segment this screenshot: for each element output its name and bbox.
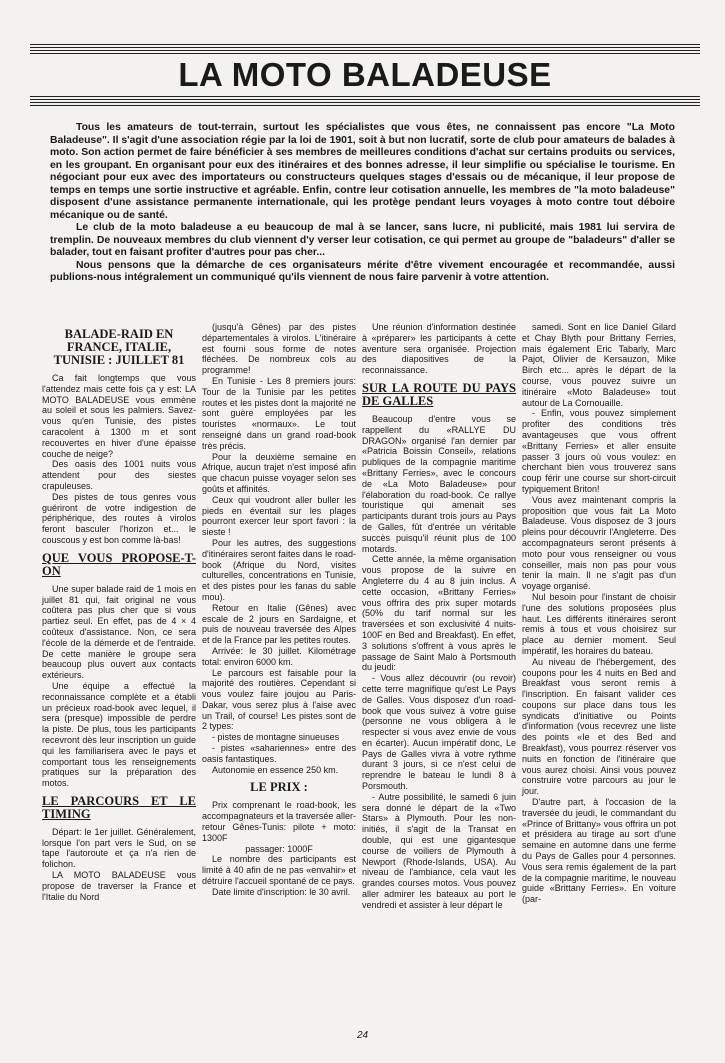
paragraph: samedi. Sont en lice Daniel Gilard et Chay Blyth pour Brittany Ferries, mais également Eric Tabarly, Marc Pajot, Olivier de Kersauzon, Mike Birch etc... après le départ de la course, vous pouvez suivre un itinéraire «Moto Baladeuse» tout autour de La Cornouaille. [522, 322, 676, 408]
paragraph: Arrivée: le 30 juillet. Kilométrage total: environ 6000 km. [202, 645, 356, 667]
paragraph: passager: 1000F [245, 843, 313, 854]
paragraph: - pistes de montagne sinueuses [212, 732, 340, 743]
paragraph: Le parcours est faisable pour la majorité des routières. Cependant si vous voulez faire joujou au Paris-Dakar, vous serez plus à l'aise avec un Trail, of course! Les pistes sont de 2 types: [202, 667, 356, 732]
hatch-rule-bottom [30, 96, 700, 108]
paragraph: Beaucoup d'entre vous se rappellent du «RALLYE DU DRAGON» organisé l'an dernier par «Patricia Boissin Conseil», relations publiques de la compagnie maritime «Brittany Ferries», avec le concours de «La Moto Baladeuse» pour l'élaboration du road-book. Ce rallye touristique qui amenait ses participants durant trois jours au Pays de Galles, fût d'entrée un véritable succès puisqu'il réunit plus de 100 motards. [362, 413, 516, 554]
paragraph: Retour en Italie (Gênes) avec escale de 2 jours en Sardaigne, et puis de nouveau traversée des Alpes et de la France par les petites routes. [202, 602, 356, 646]
paragraph: Pour les autres, des suggestions d'itinéraires seront faites dans le road-book (Afrique du Nord, visites culturelles, concentrations en Tunisie, et des pistes pour les fanas du sable mou). [202, 537, 356, 602]
paragraph: - pistes «sahariennes» entre des oasis fantastiques. [202, 743, 356, 764]
section-heading: QUE VOUS PROPOSE-T-ON [42, 550, 196, 578]
column-3 [362, 322, 516, 911]
column-1 [42, 322, 196, 902]
paragraph: Une équipe a effectué la reconnaissance complète et a établi un précieux road-book avec lequel, il sera (presque) impossible de perdre la piste. De plus, tous les participants recevront dès leur inscription un guide qui les familiarisera avec le pays et comportant tous les renseignements pratiques sur la préparation des motos. [42, 680, 196, 789]
section-heading: LE PARCOURS ET LE TIMING [42, 793, 196, 821]
paragraph: (jusqu'à Gênes) par des pistes départementales à virolos. L'itinéraire est fourni sous forme de notes fléchées. De nombreux cols au programme! [202, 322, 356, 376]
paragraph: Ca fait longtemps que vous l'attendez mais cette fois ça y est: LA MOTO BALADEUSE vous emmène au soleil et sous les palmiers. Savez-vous qu'en Tunisie, des pistes caracolent à 1300 m et sont recouvertes en hiver d'une épaisse couche de neige? [42, 373, 196, 459]
paragraph: Des pistes de tous genres vous guériront de votre indigestion de périphérique, des routes à virolos feront basculer l'horizon et... le couscous y est bon comme là-bas! [42, 491, 196, 545]
paragraph: Au niveau de l'hébergement, des coupons pour les 4 nuits en Bed and Breakfast vous seront remis à l'inscription. En faisant valider ces coupons sur place dans tous les syndicats d'initiative ou Points d'information (vous recevrez une liste des points «Ie et des Bed and Breakfast), vous pourrez réserver vos nuits en fonction de l'itinéraire que vous aurez choisi. Ainsi vous pouvez construire votre parcours au jour le jour. [522, 656, 676, 797]
intro-paragraph: Nous pensons que la démarche de ces organisateurs mérite d'être vivement encouragée et recommandée, aussi publions-nous intégralement un communiqué qu'ils viennent de nous faire parvenir à votre attention. [50, 259, 675, 283]
paragraph: Pour la deuxième semaine en Afrique, aucun trajet n'est imposé afin que chacun puisse voyager selon ses goûts et affinités. [202, 451, 356, 494]
paragraph: Cette année, la même organisation vous propose de la suivre en Angleterre du 4 au 8 juin inclus. A cette occasion, «Brittany Ferries» vous offrira des prix super motards (50% du tarif normal sur les traversées et son exclusivité 4 nuits-100F en Bed and Breakfast). En effet, 3 solutions s'offrent à vous après le passage de Saint Malo à Portsmouth du jeudi: [362, 554, 516, 673]
paragraph: Vous avez maintenant compris la proposition que vous fait La Moto Baladeuse. Vous disposez de 3 jours pleins pour découvrir l'Angleterre. Des accompagnateurs seront présents à moto pour vous renseigner ou vous conseiller, mais non pas pour vous tenir la main. Il ne s'agit pas d'un voyage organisé. [522, 494, 676, 592]
section-heading: BALADE-RAID EN FRANCE, ITALIE, TUNISIE : JUILLET 81 [53, 327, 185, 367]
paragraph: En Tunisie - Les 8 premiers jours: Tour de la Tunisie par les petites routes et les pistes dont la majorité ne sont guère employées par les touristes «normaux». Le tout renseigné dans un grand road-book très précis. [202, 375, 356, 451]
intro-text [50, 122, 675, 285]
paragraph: Une super balade raid de 1 mois en juillet 81 qui, fait original ne vous coûtera pas plus cher que si vous partiez seul. En effet, pas de 4 × 4 coûteux d'assistance. Non, ce sera l'école de la démerde et de l'entraide. De cette manière le groupe sera beaucoup plus ouvert aux contacts extérieurs. [42, 583, 196, 681]
paragraph: Date limite d'inscription: le 30 avril. [212, 886, 351, 897]
paragraph: Ceux qui voudront aller buller les pieds en éventail sur les plages pourront exercer leur sport favori : la sieste ! [202, 494, 356, 538]
intro-paragraph: Tous les amateurs de tout-terrain, surtout les spécialistes que vous êtes, ne connaissent pas encore "La Moto Baladeuse". Il s'agit d'une association régie par la loi de 1901, soit à but non lucratif, sorte de club pour amateurs de balades à moto. Son action permet de faire bénéficier à ses membres de meilleures conditions d'achat sur certains produits ou services, en les groupant. En organisant pour eux des itinéraires et des bonnes adresse, il leur simplifie ou spécialise le tourisme. En négociant pour eux avec des importateurs ou constructeurs quelques stages d'essais ou de mécanique, il leur propose de temps en temps une sortie instructive et agréable. Enfin, contre leur cotisation annuelle, les membres de "la moto baladeuse" disposent d'une assistance permanente internationale, qui les protège pendant leurs voyages à moto contre tout déboire mécanique ou de santé. [50, 122, 675, 221]
paragraph: - Vous allez découvrir (ou revoir) cette terre magnifique qu'est Le Pays de Galles. Vous disposez d'un road-book que vous suivez à votre guise (personne ne vous obligera à le respecter si vous avez envie de vous en écarter). Aucun impératif donc, Le Pays de Galles vivra à votre rythme durant 3 jours, si ce n'est celui de reprendre le bateau le lundi 8 à Porsmouth. [362, 673, 516, 792]
page-number: 24 [356, 1030, 369, 1041]
paragraph: Prix comprenant le road-book, les accompagnateurs et la traversée aller-retour Gênes-Tunis: pilote + moto: 1300F [202, 800, 356, 843]
title-band [30, 44, 700, 102]
paragraph: LA MOTO BALADEUSE vous propose de traverser la France et l'Italie du Nord [42, 870, 196, 902]
paragraph: Des oasis des 1001 nuits vous attendent pour des siestes crapuleuses. [42, 459, 196, 491]
intro-paragraph: Le club de la moto baladeuse a eu beaucoup de mal à se lancer, sans lucre, ni publicité, mais 1981 lui servira de tremplin. De nouveaux membres du club viennent d'y verser leur cotisation, ce qui permet au groupe de "baladeurs" d'aller se balader, tout en faisant profiter d'autres pour pas cher... [50, 222, 675, 258]
paragraph: Départ: le 1er juillet. Généralement, lorsque l'on part vers le Sud, on se tape l'autoroute et ça n'a rien de folichon. [42, 826, 196, 870]
paragraph: Une réunion d'information destinée à «préparer» les participants à cette aventure sera organisée. Projection des diapositives de la reconnaissance. [362, 322, 516, 376]
paragraph: - Autre possibilité, le samedi 6 juin sera donné le départ de la «Two Stars» à Plymouth. Pour les non-initiés, il s'agit de la Transat en double, qui est une gigantesque course de voiliers de Plymouth à Newport (Rhode-Islands, USA). Au niveau de l'ambiance, cela vaut les grandes courses motos. Vous pouvez aller admirer les bateaux au port le vendredi et assister à leur départ le [362, 791, 516, 910]
paragraph: - Enfin, vous pouvez simplement profiter des conditions très avantageuses que vous offrent «Brittany Ferries» et aller ensuite passer 3 jours où vous voulez: en cherchant bien vous trouverez sans coup férir une course sur short-circuit typiquement Briton! [522, 408, 676, 494]
column-4 [522, 322, 676, 905]
paragraph: Le nombre des participants est limité à 40 afin de ne pas «envahir» et détruire l'accueil spontané de ce pays. [202, 854, 356, 887]
paragraph: Autonomie en essence 250 km. [212, 764, 339, 775]
page-title: LA MOTO BALADEUSE [30, 54, 700, 96]
paragraph: Nul besoin pour l'instant de choisir l'une des solutions proposées plus haut. Les différents itinéraires seront remis à tous et vous choisirez sur place au dernier moment. Seul impératif, les horaires du bateau. [522, 591, 676, 656]
column-2 [202, 322, 356, 898]
section-heading: LE PRIX : [250, 780, 308, 795]
paragraph: D'autre part, à l'occasion de la traversée du jeudi, le commandant du «Prince of Brittany» vous offrira un pot et présidera au tirage au sort d'une semaine en automne dans une ferme du Pays de Galles pour 4 personnes. Vous sera remis également de la part de la compagnie maritime, le nouveau guide «Brittany Ferries». En voiture (par- [522, 797, 676, 905]
section-heading: SUR LA ROUTE DU PAYS DE GALLES [362, 380, 516, 408]
